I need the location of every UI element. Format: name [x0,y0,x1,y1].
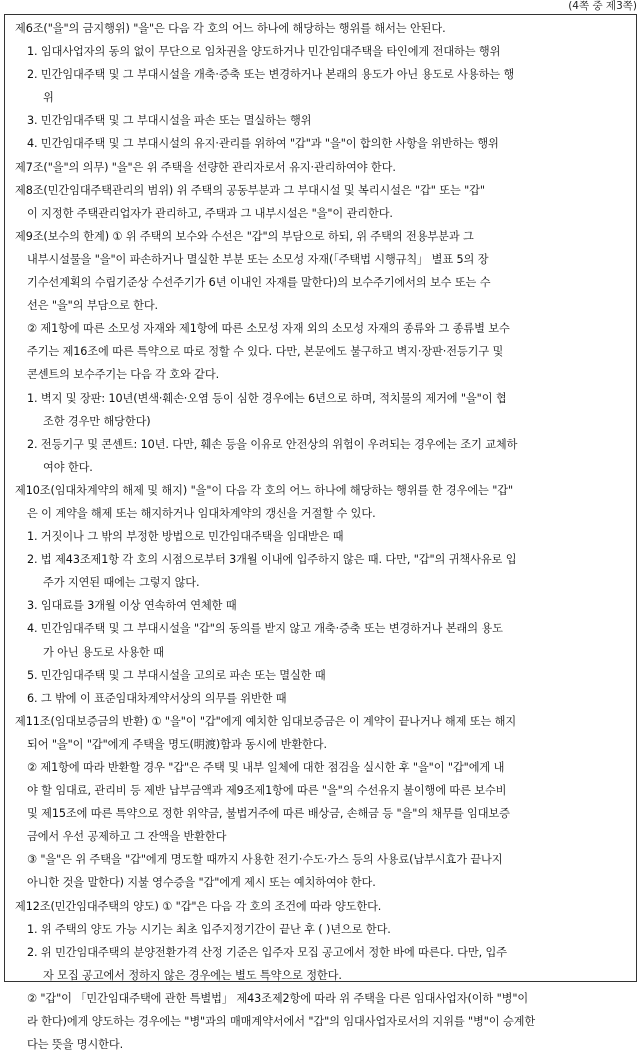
clause-line: 선은 "을"의 부담으로 한다. [27,299,158,313]
clause-line: ② "갑"이 「민간임대주택에 관한 특별법」 제43조제2항에 따라 위 주택을 다른 임대사업자(이하 "병"이 [27,991,529,1005]
clause-line: 6. 그 밖에 이 표준임대차계약서상의 의무를 위반한 때 [27,691,287,705]
clause-line: 4. 민간임대주택 및 그 부대시설을 "갑"의 동의를 받지 않고 개축·증축 또는 변경하거나 본래의 용도 [27,622,503,636]
clause-line: 기수선계획의 수립기준상 수선주기가 6년 이내인 자재를 말한다)의 보수주기에서의 보수 또는 수 [27,276,491,290]
clause-line: 다는 뜻을 명시한다. [27,1038,124,1052]
clause-line: 1. 위 주택의 양도 가능 시기는 최초 입주지정기간이 끝난 후 ( )년으로 한다. [27,922,391,936]
clause-line: 가 아닌 용도로 사용한 때 [43,645,164,659]
contract-body-frame [4,14,637,1052]
clause-line: 제8조(민간임대주택관리의 범위) 위 주택의 공동부분과 그 부대시설 및 복리시설은 "갑" 또는 "갑" [15,183,485,197]
clause-line: 제12조(민간임대주택의 양도) ① "갑"은 다음 각 호의 조건에 따라 양도한다. [15,899,382,913]
clause-line: ③ "을"은 위 주택을 "갑"에게 명도할 때까지 사용한 전기·수도·가스 등의 사용료(납부시효가 끝나지 [27,853,503,867]
clause-line: 아니한 것을 말한다) 지불 영수증을 "갑"에게 제시 또는 예치하여야 한다. [27,876,376,890]
clause-line: 3. 임대료를 3개월 이상 연속하여 연체한 때 [27,599,237,613]
page-indicator: (4쪽 중 제3쪽) [568,0,637,12]
clause-line: 금에서 우선 공제하고 그 잔액을 반환한다 [27,830,227,844]
clause-line: 제6조("을"의 금지행위) "을"은 다음 각 호의 어느 하나에 해당하는 행위를 해서는 안된다. [15,22,446,35]
clause-line: 제11조(임대보증금의 반환) ① "을"이 "갑"에게 예치한 임대보증금은 이 계약이 끝나거나 해제 또는 해지 [15,714,517,728]
clause-line: 여야 한다. [43,460,93,474]
clause-line: 은 이 계약을 해제 또는 해지하거나 임대차계약의 갱신을 거절할 수 있다. [27,506,376,520]
clause-line: 1. 거짓이나 그 밖의 부정한 방법으로 민간임대주택을 임대받은 때 [27,530,344,544]
clause-line: ② 제1항에 따라 반환할 경우 "갑"은 주택 및 내부 일체에 대한 점검을 실시한 후 "을"이 "갑"에게 내 [27,761,505,774]
clause-line: 제7조("을"의 의무) "을"은 위 주택을 선량한 관리자로서 유지·관리하여야 한다. [15,160,396,174]
clause-line: 2. 전등기구 및 콘센트: 10년. 다만, 훼손 등을 이유로 안전상의 위험이 우려되는 경우에는 조기 교체하 [27,437,518,451]
clause-line: 제10조(임대차계약의 해제 및 해지) "을"이 다음 각 호의 어느 하나에 해당하는 행위를 한 경우에는 "갑" [15,483,514,497]
clause-line: 4. 민간임대주택 및 그 부대시설의 유지·관리를 위하여 "갑"과 "을"이 합의한 사항을 위반하는 행위 [27,137,499,151]
clause-line: 주가 지연된 때에는 그렇지 않다. [43,576,200,590]
clause-line: 라 한다)에게 양도하는 경우에는 "병"과의 매매계약서에서 "갑"의 임대사업자로서의 지위를 "병"이 승계한 [27,1015,536,1029]
clause-line: 콘센트의 보수주기는 다음 각 호와 같다. [27,368,220,382]
clause-line: 2. 민간임대주택 및 그 부대시설을 개축·증축 또는 변경하거나 본래의 용도가 아닌 용도로 사용하는 행 [27,68,515,82]
clause-line: 5. 민간임대주택 및 그 부대시설을 고의로 파손 또는 멸실한 때 [27,668,326,682]
clause-line: 2. 법 제43조제1항 각 호의 시점으로부터 3개월 이내에 입주하지 않은 때. 다만, "갑"의 귀책사유로 입 [27,553,517,567]
clause-line: 조한 경우만 해당한다) [43,414,151,428]
clause-line: 주기는 제16조에 따른 특약으로 따로 정할 수 있다. 다만, 본문에도 불구하고 벽지·장판·전등기구 및 [27,345,504,359]
clause-line: 및 제15조에 따른 특약으로 정한 위약금, 불법거주에 따른 배상금, 손해금 등 "을"의 채무를 임대보증 [27,807,510,821]
clause-line: 되어 "을"이 "갑"에게 주택을 명도(明渡)함과 동시에 반환한다. [27,737,327,751]
clause-line: 제9조(보수의 한계) ① 위 주택의 보수와 수선은 "갑"의 부담으로 하되, 위 주택의 전용부분과 그 [15,229,474,243]
clause-list [5,15,636,1056]
clause-line: 야 할 임대료, 관리비 등 제반 납부금액과 제9조제1항에 따른 "을"의 수선유지 불이행에 따른 보수비 [27,784,507,798]
clause-line: 1. 벽지 및 장판: 10년(변색·훼손·오염 등이 심한 경우에는 6년으로 하며, 적치물의 제거에 "을"이 협 [27,391,507,405]
clause-line: 이 지정한 주택관리업자가 관리하고, 주택과 그 내부시설은 "을"이 관리한다. [27,206,393,220]
clause-line: ② 제1항에 따른 소모성 자재와 제1항에 따른 소모성 자재 외의 소모성 자재의 종류와 그 종류별 보수 [27,322,510,336]
clause-line: 2. 위 민간임대주택의 분양전환가격 산정 기준은 입주자 모집 공고에서 정한 바에 따른다. 다만, 입주 [27,945,507,959]
clause-line: 자 모집 공고에서 정하지 않은 경우에는 별도 특약으로 정한다. [43,968,342,982]
clause-line: 3. 민간임대주택 및 그 부대시설을 파손 또는 멸실하는 행위 [27,114,312,128]
clause-line: 내부시설물을 "을"이 파손하거나 멸실한 부분 또는 소모성 자재(「주택법 시행규칙」 별표 5의 장 [27,252,489,266]
clause-line: 위 [43,91,54,105]
clause-line: 1. 임대사업자의 동의 없이 무단으로 임차권을 양도하거나 민간임대주택을 타인에게 전대하는 행위 [27,45,501,59]
